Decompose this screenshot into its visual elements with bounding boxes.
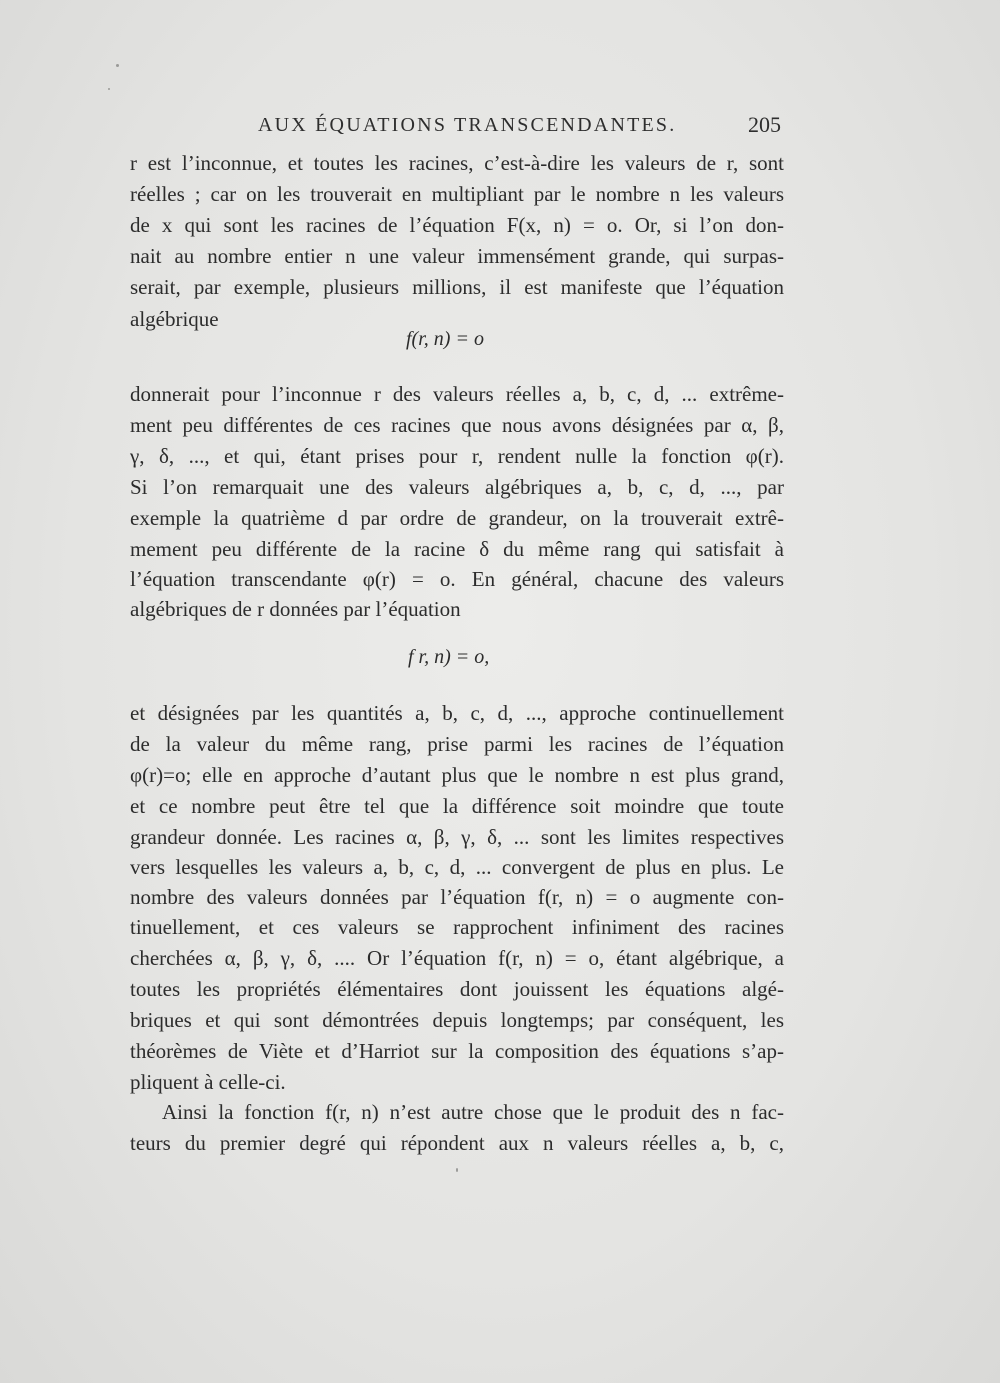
- text-line: briques et qui sont démontrées depuis longtemps; par conséquent, les: [130, 1008, 784, 1032]
- paper-speck: [108, 88, 110, 90]
- text-line: ment peu différentes de ces racines que nous avons désignées par α, β,: [130, 413, 784, 437]
- text-line: Si l’on remarquait une des valeurs algébriques a, b, c, d, ..., par: [130, 475, 784, 499]
- running-head: AUX ÉQUATIONS TRANSCENDANTES.: [258, 114, 677, 136]
- text-line: exemple la quatrième d par ordre de grandeur, on la trouverait extrê-: [130, 506, 784, 530]
- text-line: nait au nombre entier n une valeur immensément grande, qui surpas-: [130, 244, 784, 268]
- text-line: donnerait pour l’inconnue r des valeurs réelles a, b, c, d, ... extrême-: [130, 382, 784, 406]
- text-line: grandeur donnée. Les racines α, β, γ, δ, ... sont les limites respectives: [130, 825, 784, 849]
- text-line: cherchées α, β, γ, δ, .... Or l’équation f(r, n) = o, étant algébrique, a: [130, 946, 784, 970]
- page-number: 205: [748, 112, 781, 137]
- text-line: et ce nombre peut être tel que la différence soit moindre que toute: [130, 794, 784, 818]
- equation-f-r-n-comma: f r, n) = o,: [408, 646, 490, 668]
- text-line: de x qui sont les racines de l’équation F(x, n) = o. Or, si l’on don-: [130, 213, 784, 237]
- text-line: serait, par exemple, plusieurs millions, il est manifeste que l’équation: [130, 275, 784, 299]
- text-line: réelles ; car on les trouverait en multipliant par le nombre n les valeurs: [130, 182, 784, 206]
- paper-speck: [456, 1168, 458, 1172]
- text-line: tinuellement, et ces valeurs se rapprochent infiniment des racines: [130, 915, 784, 939]
- text-line: algébriques de r données par l’équation: [130, 597, 461, 621]
- paper-speck: [116, 64, 119, 67]
- text-line: nombre des valeurs données par l’équation f(r, n) = o augmente con-: [130, 885, 784, 909]
- equation-f-r-n: f(r, n) = o: [406, 328, 484, 350]
- text-line: pliquent à celle-ci.: [130, 1070, 286, 1094]
- text-line: théorèmes de Viète et d’Harriot sur la composition des équations s’ap-: [130, 1039, 784, 1063]
- text-line: Ainsi la fonction f(r, n) n’est autre chose que le produit des n fac-: [162, 1100, 784, 1124]
- text-line: toutes les propriétés élémentaires dont jouissent les équations algé-: [130, 977, 784, 1001]
- text-line: l’équation transcendante φ(r) = o. En général, chacune des valeurs: [130, 567, 784, 591]
- text-line: r est l’inconnue, et toutes les racines, c’est-à-dire les valeurs de r, sont: [130, 151, 784, 175]
- text-line: γ, δ, ..., et qui, étant prises pour r, rendent nulle la fonction φ(r).: [130, 444, 784, 468]
- text-line: φ(r)=o; elle en approche d’autant plus que le nombre n est plus grand,: [130, 763, 784, 787]
- text-line: mement peu différente de la racine δ du même rang qui satisfait à: [130, 537, 784, 561]
- text-line: de la valeur du même rang, prise parmi les racines de l’équation: [130, 732, 784, 756]
- text-line: teurs du premier degré qui répondent aux n valeurs réelles a, b, c,: [130, 1131, 784, 1155]
- text-line: et désignées par les quantités a, b, c, d, ..., approche continuellement: [130, 701, 784, 725]
- text-line: vers lesquelles les valeurs a, b, c, d, ... convergent de plus en plus. Le: [130, 855, 784, 879]
- text-line: algébrique: [130, 307, 219, 331]
